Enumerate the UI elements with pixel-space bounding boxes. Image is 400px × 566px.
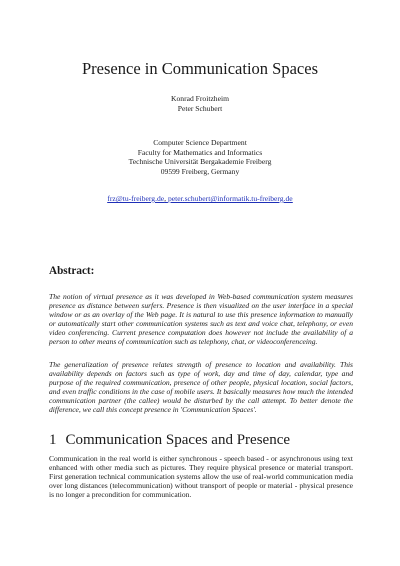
body-paragraph: Communication in the real world is either synchronous - speech based - or asynchronous using text enhanced with other media such as pictures. They require physical presence or material transport. First generation technical communication systems allow the use of real-world communication media over long distances (telecommunication) without transport of people or material - physical presence is no longer a precondition for communication.	[49, 454, 353, 500]
affiliation-line: Technische Universität Bergakademie Freiberg	[128, 157, 272, 167]
email-separator: ,	[164, 194, 168, 203]
section-number: 1	[49, 432, 57, 448]
abstract-paragraph: The generalization of presence relates strength of presence to location and availability. This availability depends on factors such as type of work, day and time of day, calendar, type and purpose of the required communication, presence of other people, physical location, social factors, and even traffic conditions in the case of mobile users. It basically measures how much the intended communication partner (the callee) would be disturbed by the call attempt. To better denote the difference, we call this concept presence in 'Communication Spaces'.	[49, 360, 353, 415]
author-name: Peter Schubert	[177, 103, 223, 113]
affiliation-line: Faculty for Mathematics and Informatics	[137, 147, 263, 157]
abstract-paragraph: The notion of virtual presence as it was developed in Web-based communication system measures presence as distance between surfers. Presence is then visualized on the user interface in a special window or as an overlay of the Web page. It is natural to use this presence information to manually or automatically start other communication systems such as text and voice chat, telephony, or even video conferencing. Current presence computation does however not include the availability of a person to other means of communication such as telephony, chat, or videoconferenceing.	[49, 292, 353, 347]
section-title: Communication Spaces and Presence	[65, 432, 291, 448]
email-link-schubert[interactable]: peter.schubert@informatik.tu-freiberg.de	[167, 194, 293, 203]
author-name: Konrad Froitzheim	[171, 94, 229, 103]
section-heading	[49, 431, 290, 450]
abstract-heading: Abstract:	[49, 265, 95, 277]
affiliation-block	[0, 138, 400, 176]
paper-title: Presence in Communication Spaces	[82, 59, 318, 78]
email-link-froitzheim[interactable]: frz@tu-freiberg.de	[107, 194, 165, 203]
author-list	[0, 94, 400, 113]
affiliation-line: 09599 Freiberg, Germany	[160, 166, 240, 176]
email-line	[0, 194, 400, 204]
affiliation-line: Computer Science Department	[153, 138, 247, 147]
